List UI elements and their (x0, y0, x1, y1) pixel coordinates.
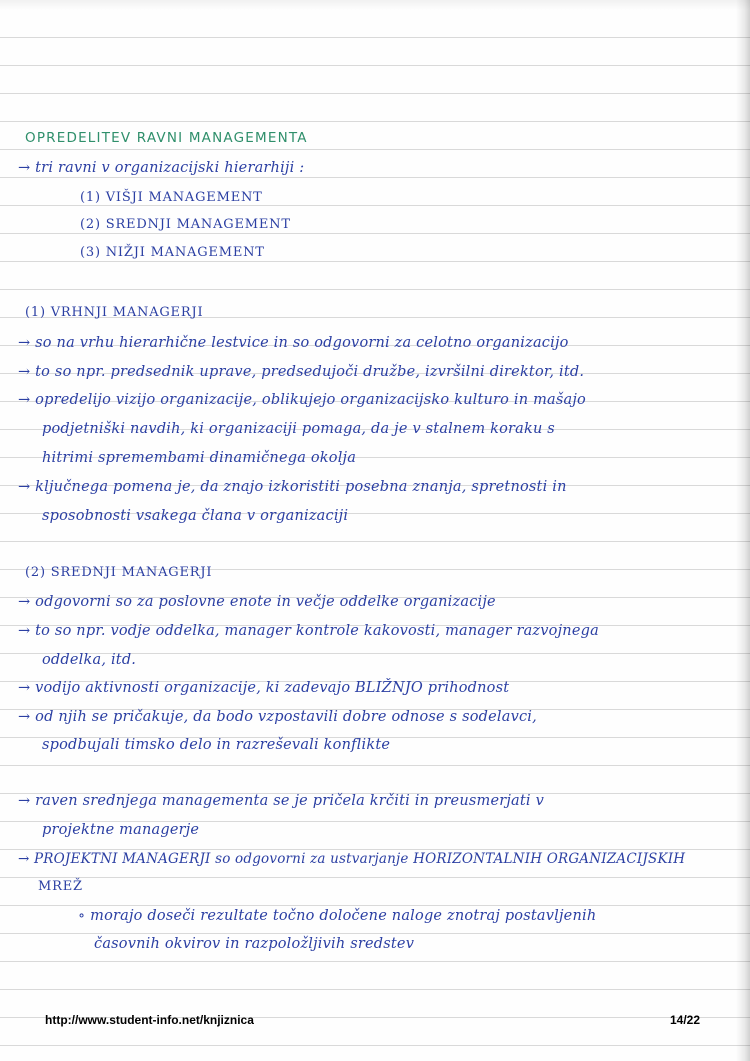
note-line: hitrimi spremembami dinamičnega okolja (42, 450, 357, 466)
page-edge-shadow (736, 0, 750, 1061)
note-line: (1) VRHNJI MANAGERJI (25, 305, 204, 320)
note-line: → vodijo aktivnosti organizacije, ki zadevajo BLIŽNJO prihodnost (18, 680, 510, 696)
note-line: sposobnosti vsakega člana v organizaciji (42, 508, 349, 524)
note-line: → so na vrhu hierarhične lestvice in so odgovorni za celotno organizacijo (18, 335, 569, 351)
note-line: → od njih se pričakuje, da bodo vzpostavili dobre odnose s sodelavci, (18, 709, 537, 725)
note-line: → odgovorni so za poslovne enote in večje oddelke organizacije (18, 594, 496, 610)
note-line: (2) SREDNJI MANAGEMENT (80, 217, 291, 232)
footer-url: http://www.student-info.net/knjiznica (45, 1013, 254, 1027)
note-line: podjetniški navdih, ki organizaciji pomaga, da je v stalnem koraku s (42, 421, 555, 437)
page-top-edge (0, 0, 750, 10)
note-line: (1) VIŠJI MANAGEMENT (80, 190, 263, 205)
note-line: → ključnega pomena je, da znajo izkoristiti posebna znanja, spretnosti in (18, 479, 567, 495)
note-line: → raven srednjega managementa se je pričela krčiti in preusmerjati v (18, 793, 544, 809)
page-number: 14/22 (670, 1013, 701, 1027)
note-line: → PROJEKTNI MANAGERJI so odgovorni za ustvarjanje HORIZONTALNIH ORGANIZACIJSKIH (18, 851, 686, 867)
notes-heading: OPREDELITEV RAVNI MANAGEMENTA (25, 130, 308, 146)
note-line: projektne managerje (42, 822, 200, 838)
note-line: → to so npr. vodje oddelka, manager kontrole kakovosti, manager razvojnega (18, 623, 599, 639)
note-line: → opredelijo vizijo organizacije, oblikujejo organizacijsko kulturo in mašajo (18, 392, 586, 408)
note-line: (2) SREDNJI MANAGERJI (25, 565, 213, 580)
note-line: oddelka, itd. (42, 652, 137, 668)
note-line: ∘ morajo doseči rezultate točno določene naloge znotraj postavljenih (78, 908, 597, 924)
note-line: časovnih okvirov in razpoložljivih sredstev (94, 936, 415, 952)
note-line: spodbujali timsko delo in razreševali konflikte (42, 737, 391, 753)
note-line: (3) NIŽJI MANAGEMENT (80, 245, 265, 260)
note-line: → to so npr. predsednik uprave, predsedujoči družbe, izvršilni direktor, itd. (18, 364, 585, 380)
note-line: → tri ravni v organizacijski hierarhiji : (18, 160, 305, 176)
note-line: MREŽ (38, 879, 83, 894)
